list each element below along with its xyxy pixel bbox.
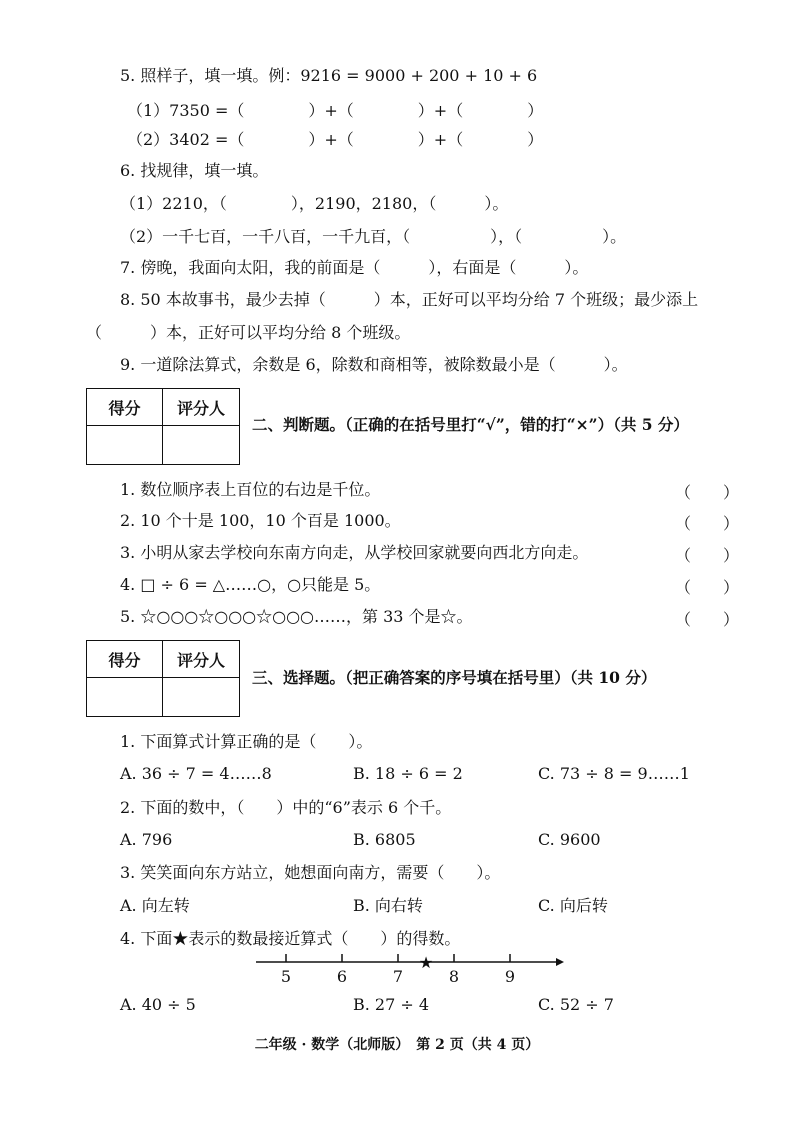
score-cell[interactable]	[87, 678, 163, 716]
number-line-tick-label: 8	[448, 967, 460, 986]
choice-q3-option-a[interactable]: A. 向左转	[120, 896, 190, 915]
choice-q1-stem: 1. 下面算式计算正确的是（ ）。	[120, 732, 373, 751]
q5-item-2: （2）3402 =（ ）+（ ）+（ ）	[127, 130, 544, 149]
q7: 7. 傍晚，我面向太阳，我的前面是（ ），右面是（ ）。	[120, 258, 589, 277]
number-line-tick-label: 7	[392, 967, 404, 986]
judge-item-3: 3. 小明从家去学校向东南方向走，从学校回家就要向西北方向走。	[120, 543, 589, 562]
choice-q4-option-c[interactable]: C. 52 ÷ 7	[538, 995, 614, 1014]
grader-cell[interactable]	[163, 678, 239, 716]
number-line-tick-label: 6	[336, 967, 348, 986]
choice-q1-option-c[interactable]: C. 73 ÷ 8 = 9……1	[538, 764, 690, 783]
score-label: 得分	[87, 389, 163, 426]
grader-label: 评分人	[163, 641, 239, 678]
judge-answer-3[interactable]: （ ）	[675, 546, 740, 565]
q5-item-1: （1）7350 =（ ）+（ ）+（ ）	[127, 101, 544, 120]
judge-answer-5[interactable]: （ ）	[675, 610, 740, 629]
q6-item-2: （2）一千七百，一千八百，一千九百，（ ），（ ）。	[120, 227, 627, 246]
section-2-title: 二、判断题。（正确的在括号里打“√”，错的打“×”）（共 5 分）	[252, 415, 689, 434]
choice-q1-option-a[interactable]: A. 36 ÷ 7 = 4……8	[120, 764, 272, 783]
score-cell[interactable]	[87, 426, 163, 464]
score-label: 得分	[87, 641, 163, 678]
q5-title: 5. 照样子，填一填。例：9216 = 9000 + 200 + 10 + 6	[120, 66, 538, 85]
judge-item-2: 2. 10 个十是 100，10 个百是 1000。	[120, 511, 401, 530]
grader-label: 评分人	[163, 389, 239, 426]
choice-q2-option-c[interactable]: C. 9600	[538, 830, 601, 849]
choice-q2-option-b[interactable]: B. 6805	[353, 830, 416, 849]
choice-q2-option-a[interactable]: A. 796	[120, 830, 173, 849]
choice-q4-stem: 4. 下面★表示的数最接近算式（ ）的得数。	[120, 929, 461, 948]
choice-q4-option-a[interactable]: A. 40 ÷ 5	[120, 995, 196, 1014]
q6-item-1: （1）2210，（ ），2190，2180，（ ）。	[120, 194, 509, 213]
choice-q3-stem: 3. 笑笑面向东方站立，她想面向南方，需要（ ）。	[120, 863, 501, 882]
choice-q4-option-b[interactable]: B. 27 ÷ 4	[353, 995, 430, 1014]
number-line-tick-label: 5	[280, 967, 292, 986]
number-line-arrow-icon	[556, 958, 564, 966]
judge-item-1: 1. 数位顺序表上百位的右边是千位。	[120, 480, 381, 499]
judge-answer-4[interactable]: （ ）	[675, 578, 740, 597]
choice-q2-stem: 2. 下面的数中，（ ）中的“6”表示 6 个千。	[120, 798, 452, 817]
q8-line-2: （ ）本，正好可以平均分给 8 个班级。	[86, 323, 411, 342]
judge-item-5: 5. ☆○○○☆○○○☆○○○……，第 33 个是☆。	[120, 607, 473, 626]
section-3-title: 三、选择题。（把正确答案的序号填在括号里）（共 10 分）	[252, 668, 657, 687]
number-line	[254, 950, 574, 990]
star-marker-icon: ★	[418, 953, 434, 972]
page-footer: 二年级 · 数学（北师版） 第 2 页（共 4 页）	[254, 1037, 540, 1053]
choice-q3-option-b[interactable]: B. 向右转	[353, 896, 423, 915]
q8-line-1: 8. 50 本故事书，最少去掉（ ）本，正好可以平均分给 7 个班级；最少添上	[120, 290, 699, 309]
grader-cell[interactable]	[163, 426, 239, 464]
q6-title: 6. 找规律，填一填。	[120, 161, 269, 180]
q9: 9. 一道除法算式，余数是 6，除数和商相等，被除数最小是（ ）。	[120, 355, 628, 374]
judge-item-4: 4. □ ÷ 6 = △……○，○只能是 5。	[120, 575, 381, 594]
score-box-2	[86, 640, 240, 717]
choice-q1-option-b[interactable]: B. 18 ÷ 6 = 2	[353, 764, 463, 783]
number-line-tick-label: 9	[504, 967, 516, 986]
score-box-1	[86, 388, 240, 465]
choice-q3-option-c[interactable]: C. 向后转	[538, 896, 608, 915]
judge-answer-2[interactable]: （ ）	[675, 514, 740, 533]
judge-answer-1[interactable]: （ ）	[675, 483, 740, 502]
